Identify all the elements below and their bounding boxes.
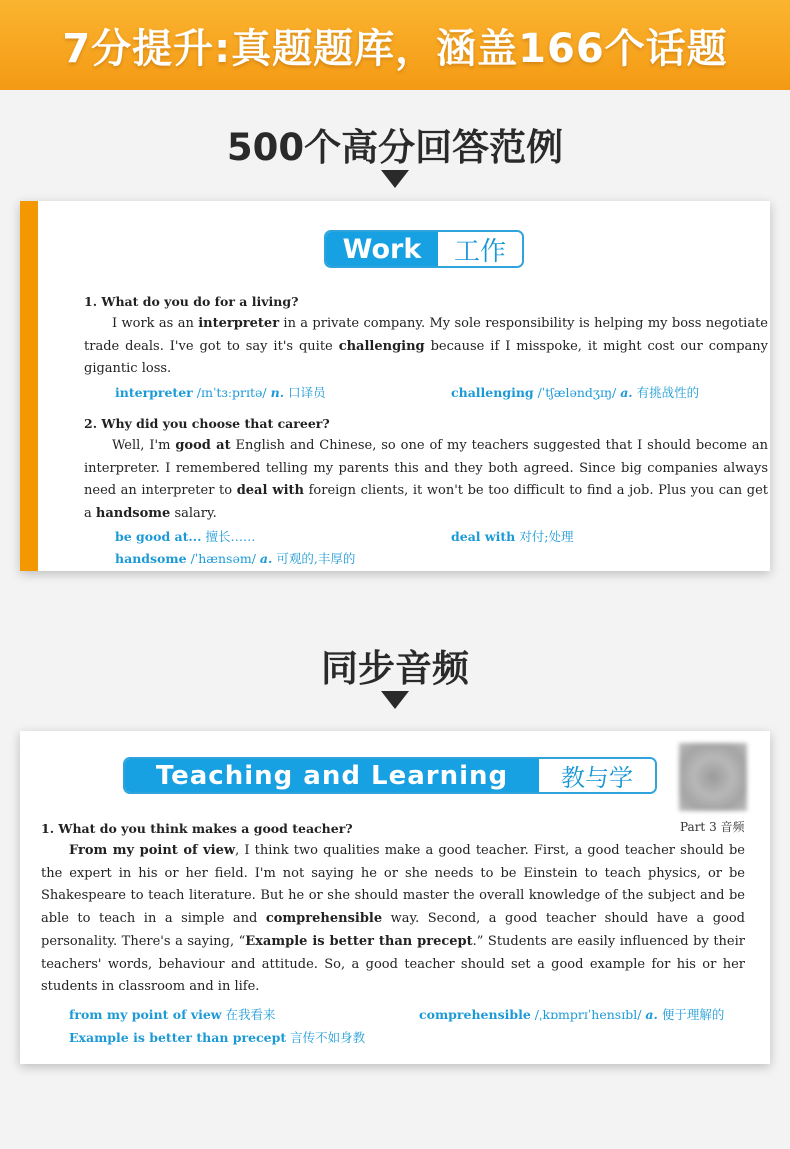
answer-2: Well, I'm good at English and Chinese, so one of my teachers suggested that I should become an interpreter. I remembered telling my parents this and they both agreed. Since big companies always need an interpreter to deal with foreign clients, it won't be too difficult to find a job. Plus you can get a handsome salary.: [84, 438, 769, 522]
work-sample-card: [20, 201, 770, 571]
vocab-item: deal with 对付;处理: [451, 529, 574, 544]
down-arrow-icon: [381, 691, 409, 709]
down-arrow-icon: [381, 170, 409, 188]
keyword: good at: [175, 438, 231, 453]
title-banner: [0, 0, 790, 90]
vocab-item: comprehensible /ˌkɒmprɪˈhensɪbl/ a. 便于理解的: [419, 1007, 725, 1022]
audio-qr-code[interactable]: [679, 743, 747, 811]
keyword: comprehensible: [265, 911, 383, 927]
audio-label: Part 3 音频: [680, 820, 745, 834]
topic-badge: [123, 757, 657, 794]
vocab-item: Example is better than precept 言传不如身教: [69, 1030, 366, 1045]
keyword: deal with: [236, 483, 304, 499]
topic-badge-zh: 教与学: [539, 759, 655, 792]
keyword: challenging: [338, 338, 425, 354]
topic-badge: [324, 230, 524, 268]
topic-badge-en: Work: [326, 232, 438, 266]
answer-1: From my point of view, I think two qualities make a good teacher. First, a good teacher should be the expert in his or her field. I'm not saying he or she needs to be Einstein to teach physics, or be Shakespeare to teach literature. But he or she should master the overall knowledge of the subject and be able to teach in a simple and comprehensible way. Second, a good teacher should have a good personality. There's a saying, “Example is better than precept.” Students are easily influenced by their teachers' words, behaviour and attitude. So, a good teacher should set a good example for his or her students in classroom and in life.: [41, 843, 745, 995]
keyword: handsome: [95, 506, 171, 522]
banner-title: 7分提升:真题题库，涵盖166个话题: [62, 26, 728, 72]
vocab-item: be good at... 擅长……: [115, 529, 256, 544]
question-1: 1. What do you think makes a good teacher?: [41, 821, 353, 836]
keyword: interpreter: [198, 316, 280, 331]
question-1: 1. What do you do for a living?: [84, 294, 299, 309]
section-heading-audio: 同步音频: [321, 647, 469, 690]
section-heading-examples: 500个高分回答范例: [226, 126, 564, 169]
topic-badge-en: Teaching and Learning: [125, 759, 539, 792]
question-2: 2. Why did you choose that career?: [84, 416, 330, 431]
answer-1: I work as an interpreter in a private company. My sole responsibility is helping my boss negotiate trade deals. I've got to say it's quite challenging because if I misspoke, it might cost our company gigantic loss.: [84, 316, 768, 377]
keyword: From my point of view: [69, 843, 236, 858]
vocab-item: challenging /ˈtʃæləndʒɪŋ/ a. 有挑战性的: [451, 385, 700, 400]
keyword: Example is better than precept: [245, 933, 473, 949]
vocab-item: interpreter /ɪnˈtɜːprɪtə/ n. 口译员: [115, 385, 326, 400]
topic-badge-zh: 工作: [438, 232, 522, 266]
vocab-item: handsome /ˈhænsəm/ a. 可观的,丰厚的: [115, 551, 356, 566]
vocab-item: from my point of view 在我看来: [69, 1007, 276, 1022]
teaching-sample-card: [20, 731, 770, 1064]
